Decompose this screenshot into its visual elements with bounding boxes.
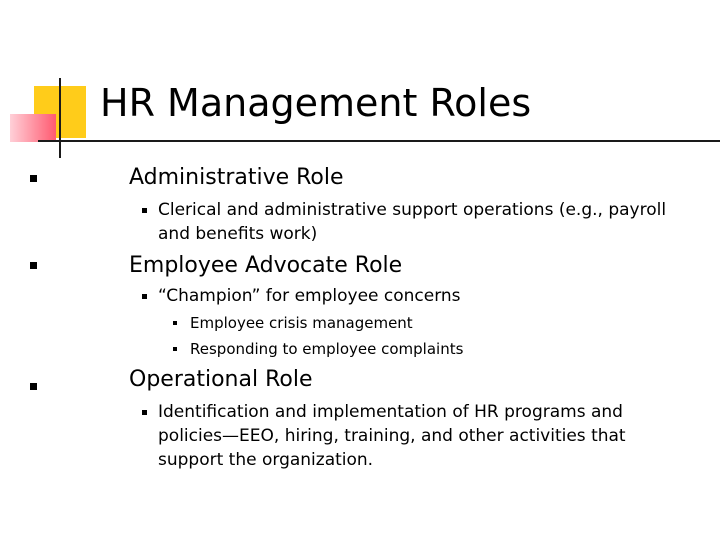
bullet-marker	[173, 347, 177, 351]
bullet-clerical-support: Clerical and administrative support operations (e.g., payroll and benefits work)	[158, 200, 667, 244]
bullet-marker	[30, 175, 37, 182]
bullet-marker	[30, 383, 37, 390]
bullet-employee-complaints: Responding to employee complaints	[190, 340, 464, 358]
bullet-champion: “Champion” for employee concerns	[158, 286, 461, 306]
bullet-marker	[173, 321, 177, 325]
slide-title: HR Management Roles	[100, 81, 532, 125]
bullet-marker	[142, 410, 147, 415]
bullet-employee-advocate-role: Employee Advocate Role	[129, 253, 403, 278]
bullet-crisis-management: Employee crisis management	[190, 314, 413, 332]
bullet-marker	[30, 262, 37, 269]
bullet-operational-role: Operational Role	[129, 367, 313, 392]
bullet-identification-implementation: Identification and implementation of HR programs and policies—EEO, hiring, training, and other activities that support the organization.	[158, 402, 626, 470]
bullet-marker	[142, 294, 147, 299]
bullet-administrative-role: Administrative Role	[129, 165, 344, 190]
bullet-marker	[142, 208, 147, 213]
